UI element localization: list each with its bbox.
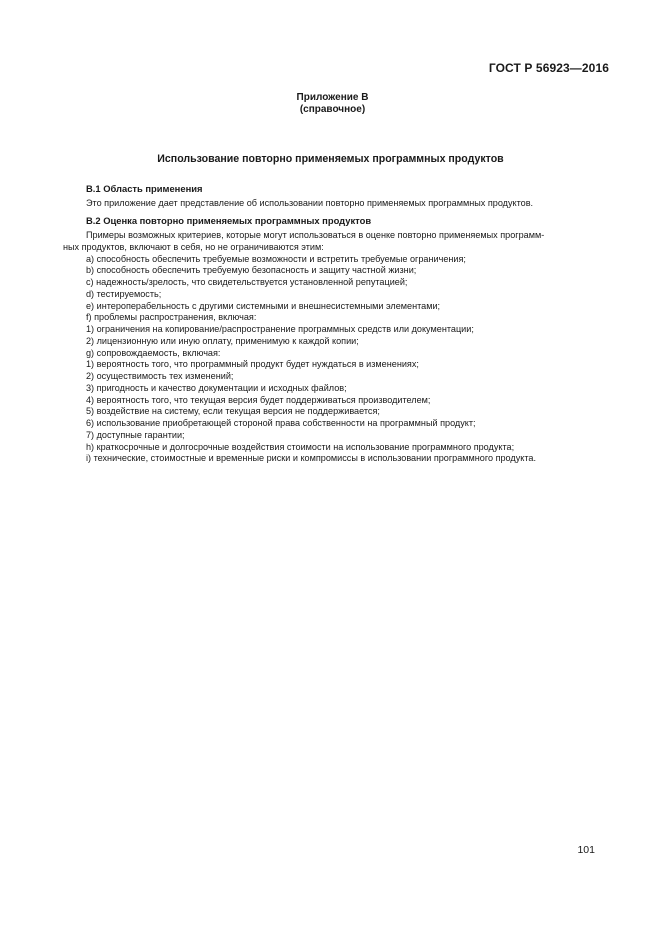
list-item: 4) вероятность того, что текущая версия будет поддерживаться производителем; xyxy=(86,394,431,405)
section-b1-text: Это приложение дает представление об использовании повторно применяемых программных продуктов. xyxy=(86,198,534,208)
list-item: 2) осуществимость тех изменений; xyxy=(86,371,234,381)
document-code: ГОСТ Р 56923—2016 xyxy=(488,61,609,75)
page-number: 101 xyxy=(577,844,595,856)
appendix-subtitle: (справочное) xyxy=(299,104,366,115)
list-item: 2) лицензионную или иную оплату, применимую к каждой копии; xyxy=(86,335,359,346)
list-item: 1) ограничения на копирование/распространение программных средств или документации; xyxy=(86,324,474,334)
page-title: Использование повторно применяемых программных продуктов xyxy=(157,153,504,165)
list-item: b) способность обеспечить требуемую безопасность и защиту частной жизни; xyxy=(86,265,417,276)
list-item: 7) доступные гарантии; xyxy=(86,429,185,440)
list-item: 6) использование приобретающей стороной права собственности на программный продукт; xyxy=(86,418,476,428)
list-item: h) краткосрочные и долгосрочные воздействия стоимости на использование программного продукта; xyxy=(86,441,515,452)
list-item: d) тестируемость; xyxy=(86,288,162,299)
paragraph-line: ных продуктов, включают в себя, но не ограничиваются этим: xyxy=(63,241,324,252)
section-b2-body xyxy=(63,230,603,465)
list-item: g) сопровождаемость, включая: xyxy=(86,347,221,358)
appendix-heading xyxy=(0,92,661,116)
list-item: a) способность обеспечить требуемые возможности и встретить требуемые ограничения; xyxy=(86,253,466,264)
list-item: 5) воздействие на систему, если текущая версия не поддерживается; xyxy=(86,406,380,417)
list-item: 3) пригодность и качество документации и исходных файлов; xyxy=(86,382,347,393)
section-b1-heading: В.1 Область применения xyxy=(86,183,203,194)
section-b2-heading: В.2 Оценка повторно применяемых программных продуктов xyxy=(86,215,372,226)
appendix-title: Приложение В xyxy=(296,92,369,103)
list-item: f) проблемы распространения, включая: xyxy=(86,312,257,323)
list-item: e) интероперабельность с другими системными и внешнесистемными элементами; xyxy=(86,300,441,311)
paragraph-line: Примеры возможных критериев, которые могут использоваться в оценке повторно применяемых программ- xyxy=(86,230,545,240)
list-item: 1) вероятность того, что программный продукт будет нуждаться в изменениях; xyxy=(86,359,419,370)
list-item: i) технические, стоимостные и временные риски и компромиссы в использовании программного продукта. xyxy=(86,453,536,464)
list-item: c) надежность/зрелость, что свидетельствуется установленной репутацией; xyxy=(86,277,408,287)
